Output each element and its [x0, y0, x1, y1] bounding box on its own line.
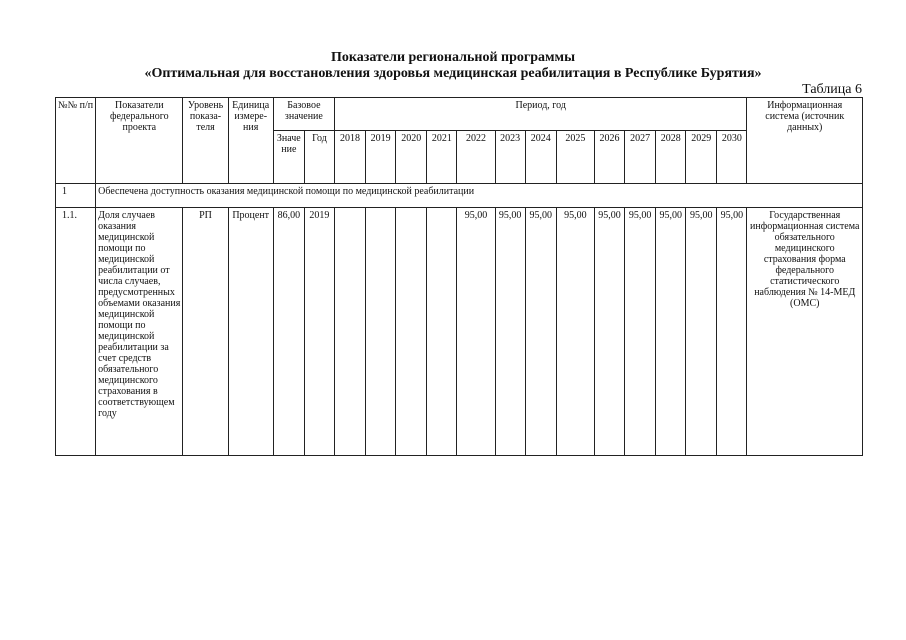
header-indicator: Показатели федерального проекта [96, 98, 183, 184]
row-value [334, 208, 365, 456]
row-value [427, 208, 457, 456]
row-value: 95,00 [457, 208, 495, 456]
header-info: Информационная система (источник данных) [747, 98, 863, 184]
row-base-year: 2019 [304, 208, 334, 456]
row-unit: Процент [228, 208, 273, 456]
header-year: 2027 [625, 131, 656, 184]
header-unit: Единица измере-ния [228, 98, 273, 184]
header-base-value: Значе ние [273, 131, 304, 184]
header-period: Период, год [334, 98, 747, 131]
header-year: 2021 [427, 131, 457, 184]
header-year: 2024 [525, 131, 556, 184]
page-subtitle: «Оптимальная для восстановления здоровья медицинская реабилитация в Республике Бурятия» [144, 66, 762, 81]
header-year: 2028 [656, 131, 686, 184]
header-year: 2023 [495, 131, 525, 184]
header-year: 2029 [686, 131, 717, 184]
header-level: Уровень показа-теля [183, 98, 228, 184]
row-num: 1.1. [56, 208, 96, 456]
header-year: 2022 [457, 131, 495, 184]
row-indicator: Доля случаев оказания медицинской помощи по медицинской реабилитации от числа случаев, предусмотренных объемами оказания медицинской помощи по медицинской реабилитации за счет средств обязательного медицинского страхования в соответствующем году [96, 208, 183, 456]
header-year: 2025 [556, 131, 594, 184]
indicators-table [55, 97, 863, 456]
row-value [366, 208, 396, 456]
row-base-value: 86,00 [273, 208, 304, 456]
row-level: РП [183, 208, 228, 456]
header-base: Базовое значение [273, 98, 334, 131]
section-row [56, 184, 863, 208]
row-value: 95,00 [594, 208, 624, 456]
section-num: 1 [56, 184, 96, 208]
header-year: 2030 [717, 131, 747, 184]
row-value: 95,00 [717, 208, 747, 456]
row-info: Государственная информационная система обязательного медицинского страхования форма федерального статистического наблюдения № 14-МЕД (ОМС) [747, 208, 863, 456]
row-value [396, 208, 427, 456]
header-year: 2018 [334, 131, 365, 184]
header-year: 2019 [366, 131, 396, 184]
section-text: Обеспечена доступность оказания медицинской помощи по медицинской реабилитации [96, 184, 863, 208]
header-base-year: Год [304, 131, 334, 184]
row-value: 95,00 [686, 208, 717, 456]
row-value: 95,00 [625, 208, 656, 456]
table-label: Таблица 6 [802, 82, 862, 97]
row-value: 95,00 [656, 208, 686, 456]
header-year: 2026 [594, 131, 624, 184]
page-title: Показатели региональной программы [330, 50, 576, 65]
row-value: 95,00 [525, 208, 556, 456]
header-row [56, 98, 863, 131]
row-value: 95,00 [495, 208, 525, 456]
header-year: 2020 [396, 131, 427, 184]
table-row [56, 208, 863, 456]
row-value: 95,00 [556, 208, 594, 456]
header-num: №№ п/п [56, 98, 96, 184]
